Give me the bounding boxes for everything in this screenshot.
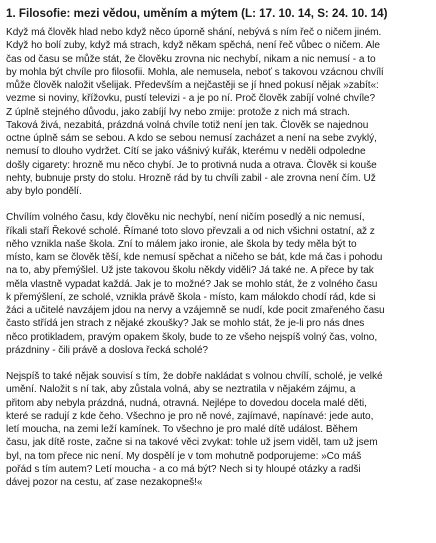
- paragraph-line: Z úplně stejného důvodu, jako zabíjí lvy nebo zmije: protože z nich má strach.: [6, 106, 350, 118]
- paragraph-line: Chvílím volného času, kdy člověku nic nechybí, není ničím posedlý a nic nemusí,: [6, 212, 365, 224]
- paragraph-line: octne úplně sám se sebou. A kdo se sebou nemusí zacházet a není na sebe zvyklý,: [6, 133, 377, 144]
- paragraph-line: aby bylo pondělí.: [6, 186, 82, 197]
- paragraph-line: říkali staří Řekové scholé. Římané toto slovo převzali a od nich všichni ostatní, až z: [6, 225, 375, 237]
- paragraph-line: často střídá jen strach z nějaké zkoušky? Jak se mohlo stát, že je-li pro nás dnes: [6, 318, 365, 330]
- paragraph-line: přitom aby nebyla prázdná, nudná, otravná. Nejlépe to dovedou docela malé děti,: [6, 397, 367, 409]
- paragraph-line: prázdniny - čili právě a doslova řecká scholé?: [6, 344, 208, 356]
- paragraph-line: něco protikladem, pravým opakem školy, bude to ze všeho nejspíš volný čas, volno,: [6, 331, 378, 343]
- document-body: [6, 26, 430, 489]
- paragraph-line: nemusí to dlouho vydržet. Cítí se jako vášnivý kuřák, kterému v neděli odpoledne: [6, 146, 366, 158]
- paragraph-line: měla vlastně vypadat každá. Jak je to možné? Jak se mohlo stát, že z volného času: [6, 278, 378, 290]
- paragraph-line: může člověk naložit všelijak. Především a nejčastěji se jí hned pokusí nějak »zabít«:: [6, 80, 379, 91]
- paragraph-line: Nejspíš to také nějak souvisí s tím, že dobře nakládat s volnou chvílí, scholé, je velké: [6, 371, 383, 382]
- paragraph: [6, 26, 430, 198]
- paragraph-line: čas od času se může stát, že člověku zrovna nic nechybí, nikam a nic nemusí - a to: [6, 53, 376, 65]
- paragraph-line: byl, na tom přece nic není. My dospělí je v tom mohutně podporujeme: »Co máš: [6, 450, 362, 462]
- paragraph-line: pořád s tím autem? Letí moucha - a co má být? Nech si ty hloupé otázky a radši: [6, 463, 361, 475]
- paragraph-line: Když má člověk hlad nebo když něco úporně shání, nebývá s ním řeč o ničem jiném.: [6, 27, 382, 38]
- paragraph-line: umění. Naložit s ní tak, aby zůstala volná, aby se neztratila v nějakém zájmu, a: [6, 384, 356, 396]
- paragraph-line: na to, aby přemýšlel. Už jste takovou školu někdy viděli? Já také ne. A přece by tak: [6, 265, 374, 277]
- paragraph: [6, 211, 430, 357]
- paragraph-line: žáci a učitelé navzájem jdou na nervy a vzájemně se nudí, kde pocit zmařeného času: [6, 305, 385, 316]
- paragraph-line: došly cigarety: hrozně mu něco chybí. Je to protivná nuda a otrava. Člověk si kouše: [6, 159, 377, 171]
- paragraph-line: letí moucha, na zemi leží kamínek. To všechno je pro malé dítě událost. Během: [6, 424, 358, 435]
- paragraph: [6, 370, 430, 489]
- paragraph-line: k přemýšlení, ze scholé, vznikla právě škola - místo, kam málokdo chodí rád, kde si: [6, 291, 376, 303]
- document-title: 1. Filosofie: mezi vědou, uměním a mýtem (L: 17. 10. 14, S: 24. 10. 14): [6, 7, 388, 20]
- paragraph-line: vezme si noviny, křížovku, pustí televizi - a je po ní. Proč člověk zabíjí volné chvíle?: [6, 93, 376, 105]
- paragraph-line: času, jak dítě roste, začne si na takové věci zvykat: tohle už jsem viděl, tam už jsem: [6, 437, 378, 449]
- paragraph-line: nehty, bubnuje prsty do stolu. Hrozně rád by tu chvíli zabil - ale zrovna není čím. Už: [6, 172, 376, 184]
- paragraph-line: místo, kam se člověk těší, kde nemusí spěchat a ničeho se bát, kde má čas i pohodu: [6, 252, 383, 263]
- paragraph-line: Když ho bolí zuby, když má strach, když někam spěchá, není řeč vůbec o ničem. Ale: [6, 40, 380, 52]
- paragraph-line: něho vznikla naše škola. Zní to málem jako ironie, ale škola by tedy měla být to: [6, 238, 357, 250]
- paragraph-line: dávej pozor na cestu, ať zase nezakopneš!«: [6, 477, 203, 488]
- paragraph-line: by mohla být chvíle pro filosofii. Mohla, ale nemusela, neboť s takovou vzácnou chvílí: [6, 66, 384, 78]
- paragraph-line: Taková živá, nezabitá, prázdná volná chvíle totiž není jen tak. Člověk se najednou: [6, 119, 369, 131]
- paragraph-line: které se radují z kde čeho. Všechno je pro ně nové, zajímavé, napínavé: jede auto,: [6, 410, 374, 422]
